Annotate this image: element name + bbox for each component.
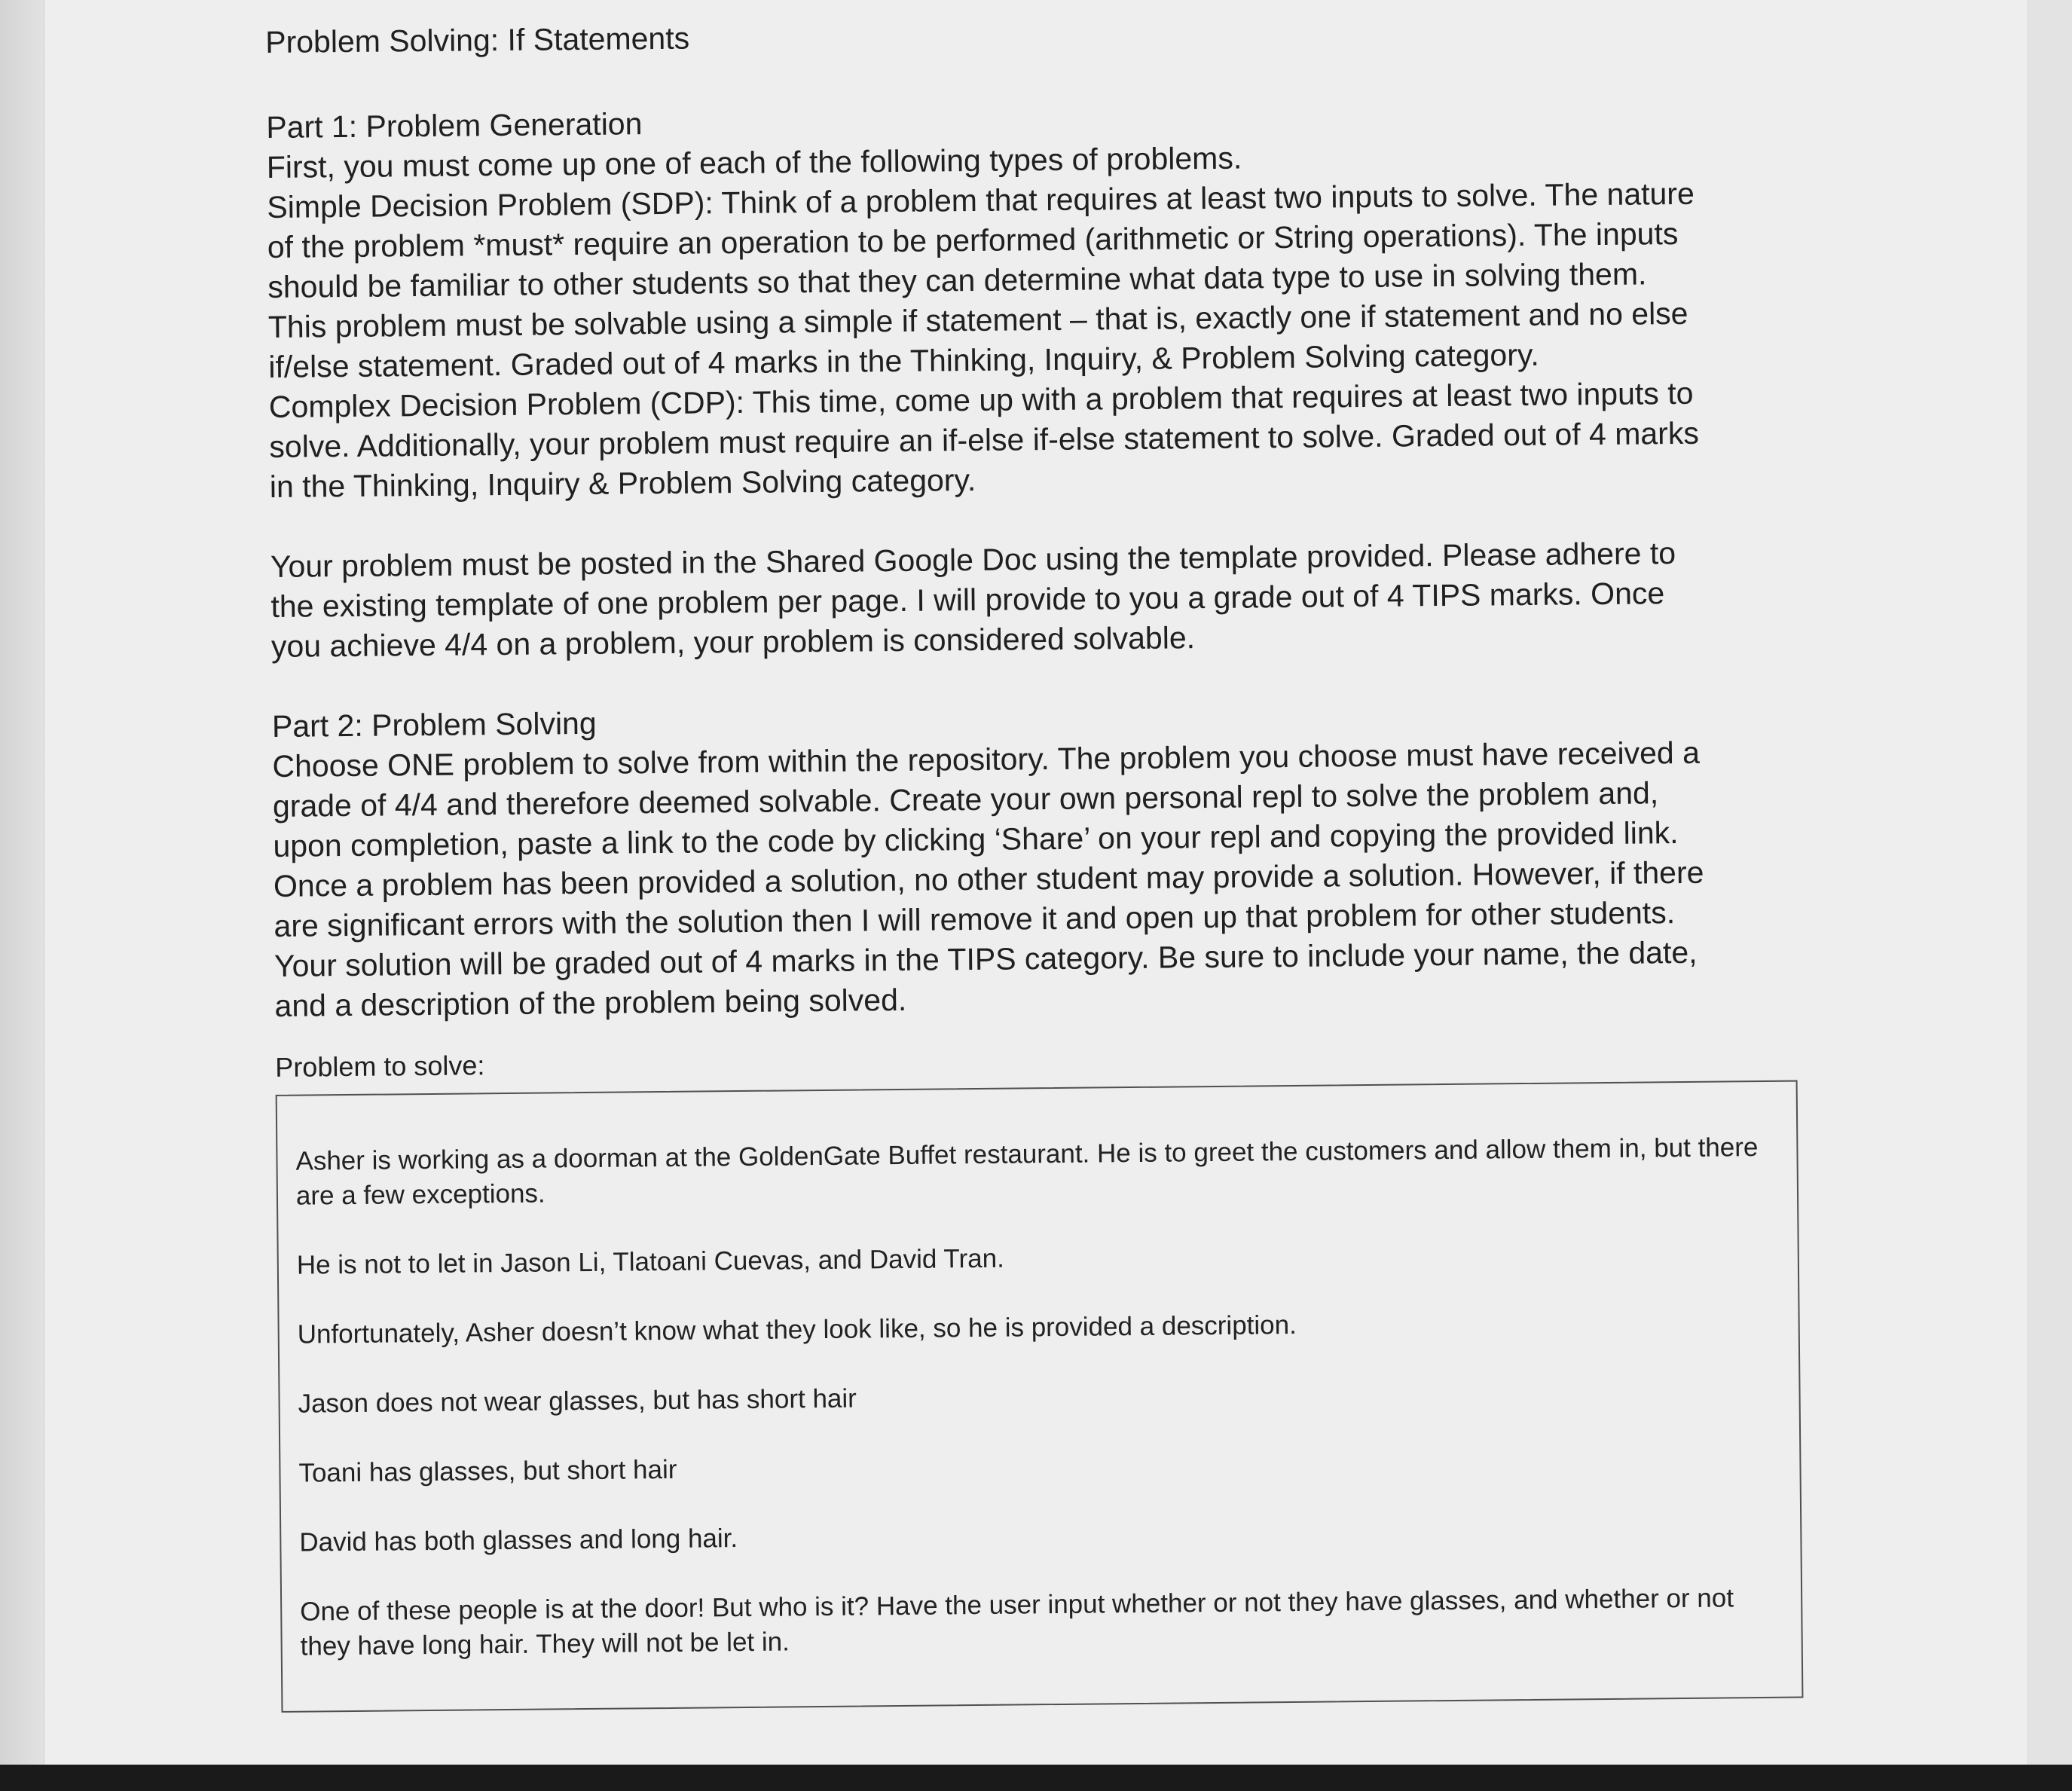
document-title: Problem Solving: If Statements bbox=[265, 20, 690, 60]
part2-heading: Part 2: Problem Solving bbox=[271, 705, 597, 744]
grading-paragraph: Your solution will be graded out of 4 marks in the TIPS category. Be sure to include your name, the date, and a description of the problem being solved. bbox=[274, 934, 1698, 1023]
document-body bbox=[265, 9, 1759, 1713]
problem-paragraph: Jason does not wear glasses, but has short hair bbox=[298, 1383, 857, 1419]
problem-paragraph: Toani has glasses, but short hair bbox=[298, 1454, 677, 1488]
right-margin bbox=[2027, 0, 2072, 1765]
problem-paragraph: He is not to let in Jason Li, Tlatoani Cuevas, and David Tran. bbox=[296, 1243, 1005, 1280]
sdp-paragraph: Simple Decision Problem (SDP): Think of a problem that requires at least two inputs to solve. The nature of the problem *must* require an operation to be performed (arithmetic or String operations). The inputs should be familiar to other students so that they can determine what data type to use in solving them. This problem must be solvable using a simple if statement – that is, exactly one if statement and no else if/else statement. Graded out of 4 marks in the Thinking, Inquiry, & Problem Solving category. bbox=[267, 176, 1695, 384]
posting-paragraph: Your problem must be posted in the Shared Google Doc using the template provided. Please adhere to the existing template of one problem per page. I will provide to you a grade out of 4 TIPS marks. Once you achieve 4/4 on a problem, your problem is considered solvable. bbox=[270, 536, 1676, 664]
problem-paragraph: Unfortunately, Asher doesn’t know what they look like, so he is provided a description. bbox=[297, 1310, 1297, 1349]
choose-paragraph: Choose ONE problem to solve from within the repository. The problem you choose must have received a grade of 4/4 and therefore deemed solvable. Create your own personal repl to solve the problem and, upon completion, paste a link to the code by clicking ‘Share’ on your repl and copying the provided link. Once a problem has been provided a solution, no other student may provide a solution. However, if there are significant errors with the solution then I will remove it and open up that problem for other students. bbox=[272, 735, 1704, 943]
cdp-paragraph: Complex Decision Problem (CDP): This time, come up with a problem that requires at least two inputs to solve. Additionally, your problem must require an if-else if-else statement to solve. Graded out of 4 marks in the Thinking, Inquiry & Problem Solving category. bbox=[268, 375, 1700, 504]
problem-paragraph: David has both glasses and long hair. bbox=[299, 1524, 738, 1557]
monitor-bezel bbox=[0, 1765, 2072, 1791]
part1-heading: Part 1: Problem Generation bbox=[266, 106, 643, 145]
problem-box bbox=[276, 1080, 1804, 1713]
problem-paragraph: One of these people is at the door! But who is it? Have the user input whether or not they have glasses, and whether or not they have long hair. They will not be let in. bbox=[300, 1583, 1734, 1661]
problem-label: Problem to solve: bbox=[275, 1050, 485, 1083]
part1-intro: First, you must come up one of each of the following types of problems. bbox=[266, 140, 1242, 185]
left-margin bbox=[0, 0, 44, 1765]
problem-paragraph: Asher is working as a doorman at the GoldenGate Buffet restaurant. He is to greet the customers and allow them in, but there are a few exceptions. bbox=[295, 1132, 1759, 1211]
